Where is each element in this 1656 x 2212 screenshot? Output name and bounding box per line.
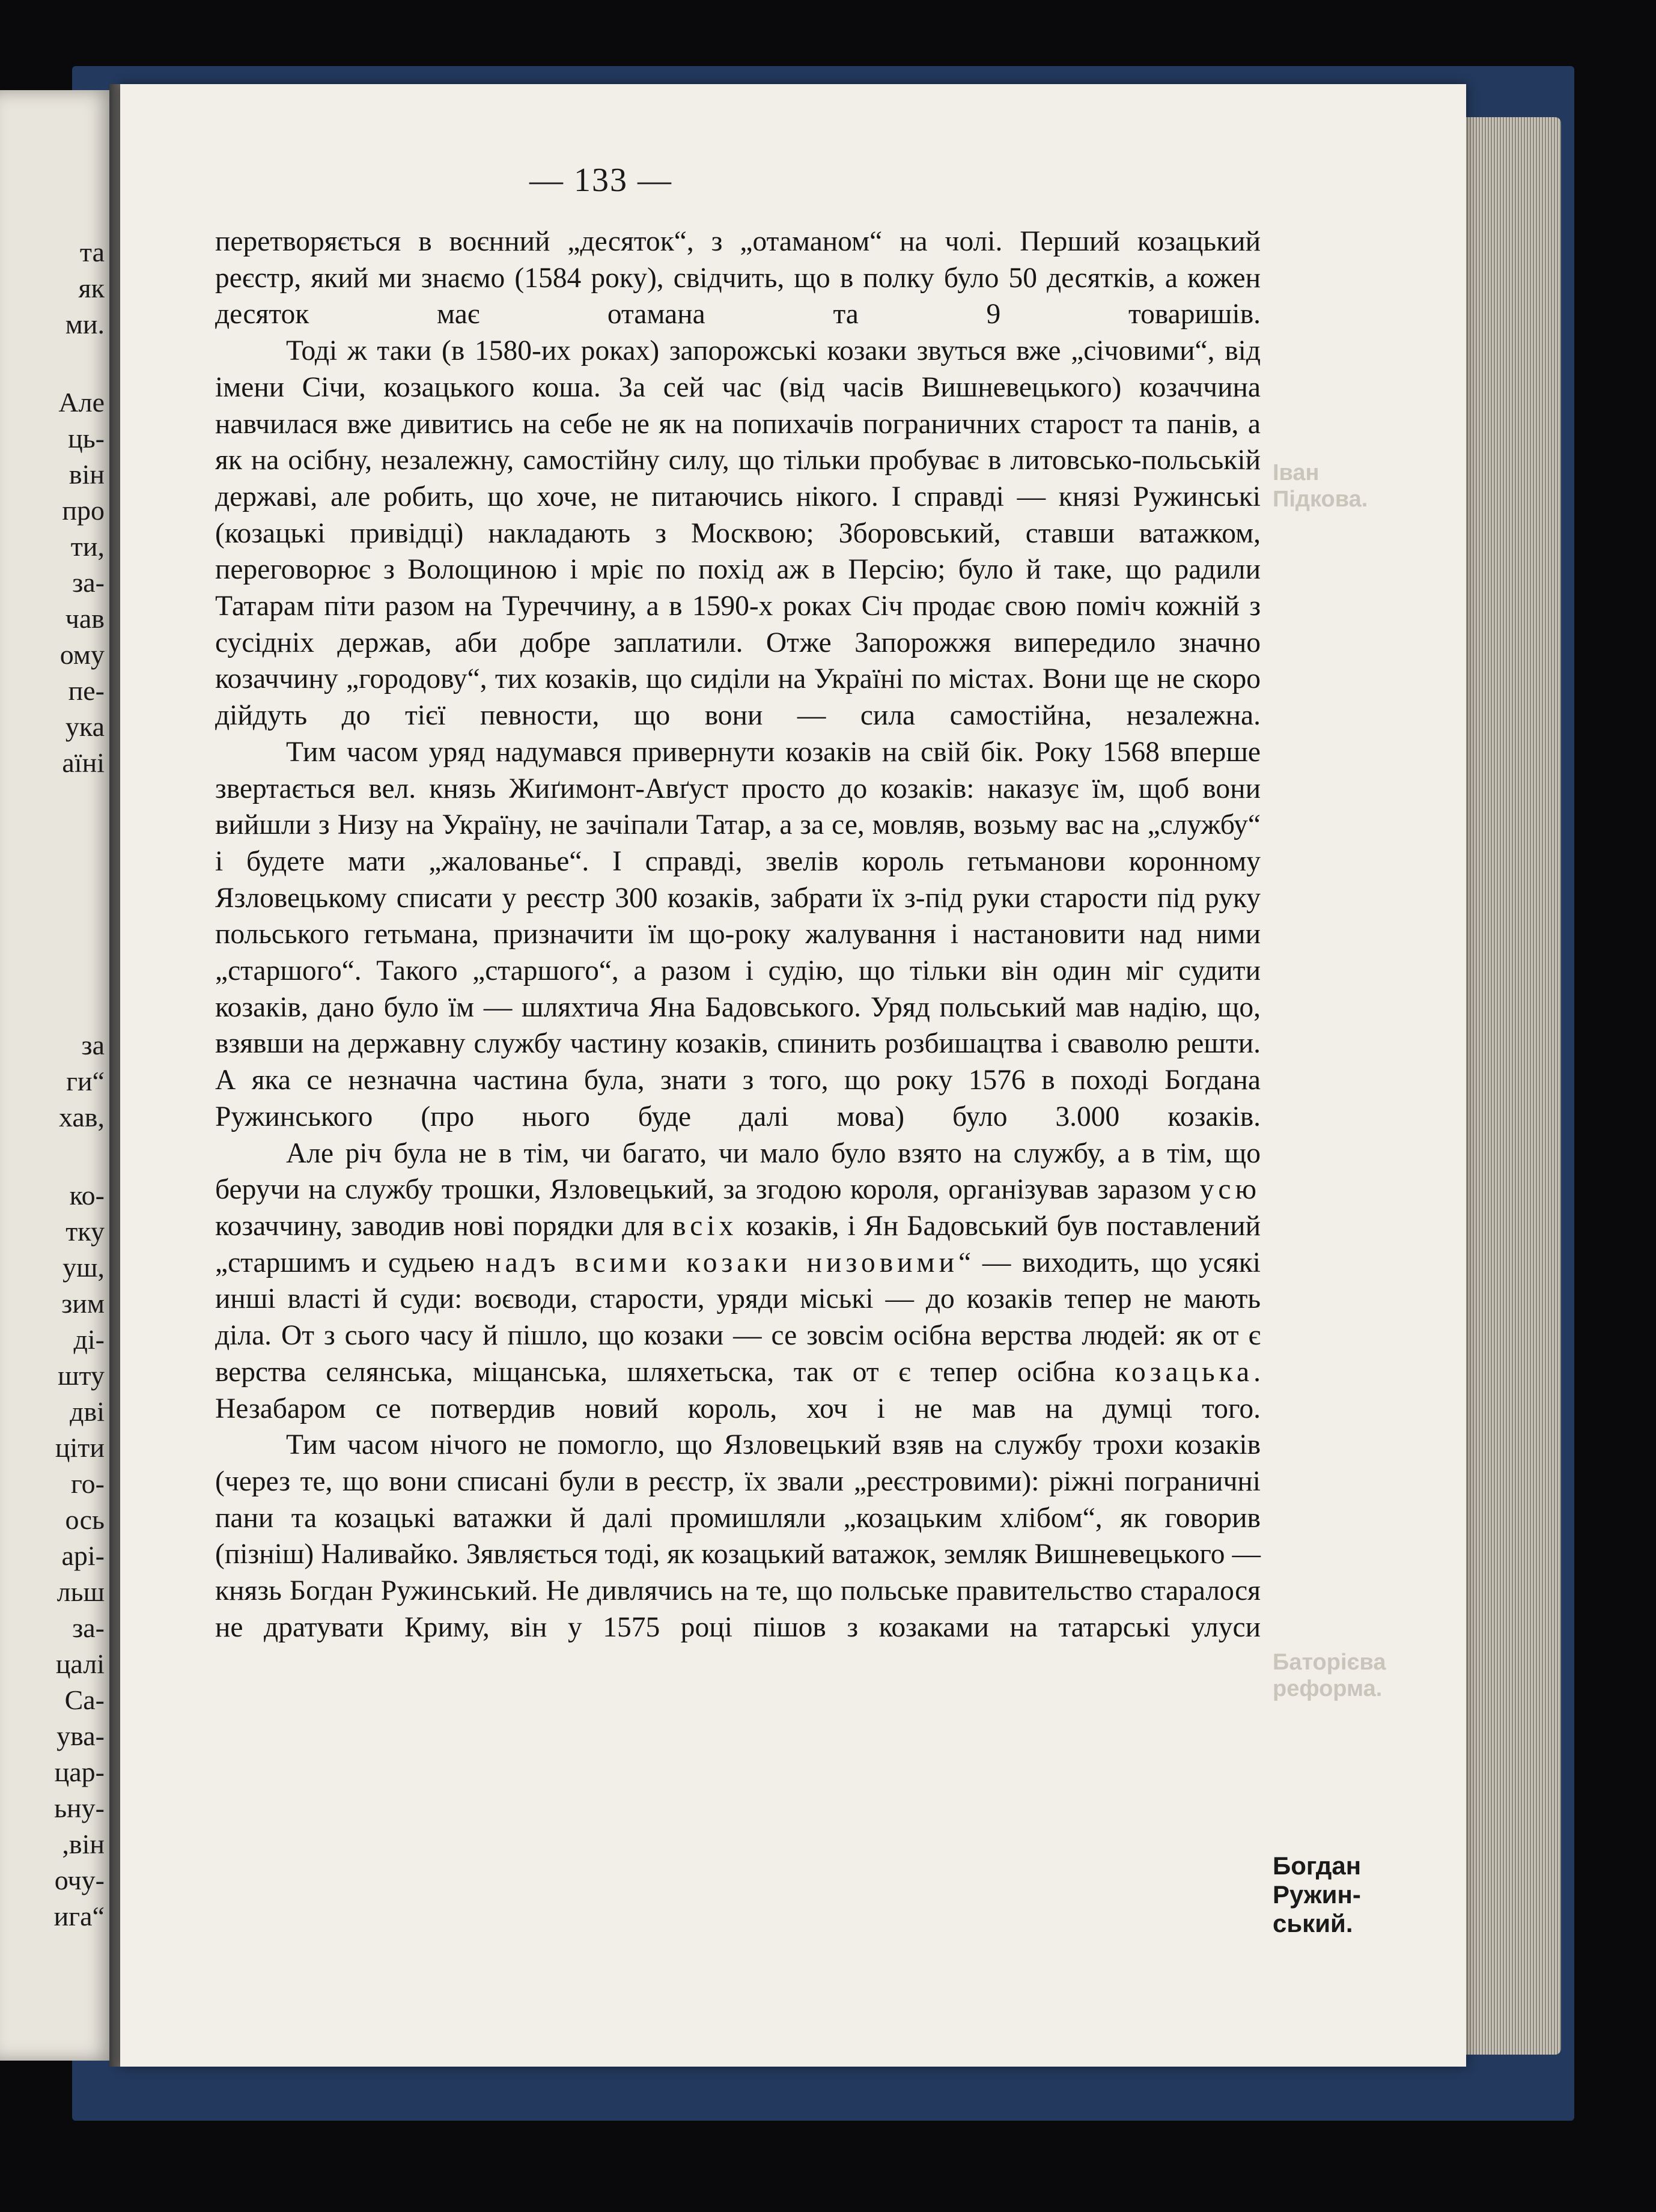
left-page-fragment: про <box>62 495 105 526</box>
margin-note-line: реформа. <box>1273 1676 1383 1701</box>
left-page-fragment: ць- <box>68 423 105 454</box>
left-page-fragment: ціти <box>55 1432 105 1463</box>
left-page-fragment: го- <box>70 1468 105 1499</box>
margin-note-faint <box>1273 460 1375 512</box>
margin-note-ruzhynsky <box>1273 1852 1375 1938</box>
text-run: . Незабаром се потвердив новий король, хоч і не мав на думці того. <box>215 1356 1261 1424</box>
margin-note-line: Підкова. <box>1273 487 1368 512</box>
left-page-fragment: та <box>79 237 105 267</box>
left-page-fragment: шту <box>58 1360 105 1391</box>
left-page-fragment: дві <box>70 1396 105 1427</box>
text-run: козаків, і Ян Бадовський був поставлений „старшимъ и судьею <box>215 1210 1261 1278</box>
left-page-fragment: ти, <box>70 531 105 562</box>
left-page-fragment: Але <box>58 387 105 418</box>
left-page-fragment: ука <box>65 711 105 742</box>
book-page <box>120 84 1466 2067</box>
left-page-fragment: уш, <box>62 1252 105 1283</box>
paragraph: перетворяється в воєнний „десяток“, з „отаманом“ на чолі. Перший козацький реєстр, який ми знаємо (1584 року), свідчить, що в полку було 50 десятків, а кожен десяток має отамана та 9 товаришів. <box>215 226 1261 330</box>
margin-note-line: Іван <box>1273 460 1320 485</box>
page-edges <box>1465 117 1561 2055</box>
margin-note-faint <box>1273 1649 1386 1702</box>
paragraph <box>215 1135 1261 1427</box>
left-page-fragment: льш <box>56 1576 105 1607</box>
left-page-fragment: очу- <box>54 1865 105 1895</box>
left-page-fragment: він <box>68 459 105 490</box>
left-page-fragment: арі- <box>61 1540 105 1571</box>
left-page-fragment: ді- <box>73 1324 105 1355</box>
left-page-fragment: чав <box>65 603 105 634</box>
margin-note-line: Ружин- <box>1273 1880 1361 1909</box>
left-page-fragment: тку <box>65 1216 105 1247</box>
left-page-fragment: ьну- <box>54 1793 105 1823</box>
left-page-fragment: пе- <box>68 675 105 706</box>
left-page-fragment: хав, <box>58 1102 105 1132</box>
margin-note-line: ський. <box>1273 1909 1353 1937</box>
margin-note-line: Баторієва <box>1273 1650 1386 1675</box>
left-page-fragment: як <box>78 273 105 303</box>
text-run: козаччину, заводив нові порядки для <box>215 1210 673 1242</box>
left-page-fragment: ува- <box>56 1721 105 1751</box>
paragraph: Тим часом нічого не помогло, що Язловецький взяв на службу трохи козаків (через те, що вони списані були в реєстр, їх звали „реєстровими): ріжні пограничні пани та козацькі ватажки й далі промишляли „козацьким хлібом“, як говорив (пізніш) Наливайко. Зявляється тоді, як козацький ватажок, земляк Вишневецького — князь Богдан Ружинський. Не дивлячись на те, що польське правительство старалося не дратувати Криму, він у 1575 році пішов з козаками на татарські улуси <box>215 1429 1261 1643</box>
left-page-fragment: цар- <box>54 1757 105 1787</box>
left-page-fragment: ко- <box>69 1180 105 1211</box>
paragraph: Тоді ж таки (в 1580-их роках) запорожські козаки звуться вже „січовими“, від імени Січи, козацького коша. За сей час (від часів Вишневецького) козаччина навчилася вже дивитись на себе не як на попихачів пограничних старост та панів, а як на осібну, незалежну, самостійну силу, що тільки пробуває в литовсько-польській державі, але робить, що хоче, не питаючись нікого. І справді — князі Ружинські (козацькі привідці) накладають з Москвою; Зборовський, ставши ватажком, переговорює з Волощиною і мріє по похід аж в Персію; було й таке, що радили Татарам піти разом на Туреччину, а в 1590-х роках Січ продає свою поміч кожній з сусідніх держав, аби добре заплатили. Отже Запорожжя випередило значно козаччину „городову“, тих козаків, що сиділи на Україні по містах. Вони ще не скоро дійдуть до тієї певности, що вони — сила самостійна, незалежна. <box>215 335 1261 732</box>
left-page-fragment: за- <box>72 1612 105 1643</box>
left-facing-page <box>0 90 114 2061</box>
spaced-emphasis: всіх <box>672 1210 738 1242</box>
left-page-fragment: за <box>81 1030 105 1060</box>
left-page-fragment: ми. <box>65 309 105 339</box>
paragraph: Тим часом уряд надумався привернути козаків на свій бік. Року 1568 вперше звертається вел. князь Жиґимонт-Авґуст просто до козаків: наказує їм, щоб вони вийшли з Низу на Україну, не зачіпали Татар, а за се, мовляв, возьму вас на „службу“ і будете мати „жалованье“. І справді, звелів король гетьманови коронному Язловецькому списати у реєстр 300 козаків, забрати їх з-під руки старости під руку польського гетьмана, призначити їм що-року жалування і настановити над ними „старшого“. Такого „старшого“, а разом і судію, що тільки він один міг судити козаків, дано було їм — шляхтича Яна Бадовського. Уряд польський мав надію, що, взявши на державну службу частину козаків, спинить розбишацтва і сваволю решти. А яка се незначна частина була, знати з того, що року 1576 в поході Богдана Ружинського (про нього буде далі мова) було 3.000 козаків. <box>215 736 1261 1132</box>
left-page-fragment: зим <box>61 1288 105 1319</box>
left-page-fragment: аїні <box>62 747 105 778</box>
left-page-fragment: ги“ <box>66 1066 105 1096</box>
left-page-fragment: ига“ <box>53 1901 105 1931</box>
left-page-fragment: Са- <box>64 1685 105 1715</box>
left-page-fragment: ,він <box>62 1829 105 1859</box>
spaced-emphasis: надъ всими козаки низовими <box>486 1247 959 1278</box>
spaced-emphasis: козацька <box>1115 1356 1254 1388</box>
left-page-fragment: за- <box>72 567 105 598</box>
left-page-fragment: цалі <box>55 1648 105 1679</box>
left-page-fragment: ось <box>65 1504 105 1535</box>
body-text <box>215 223 1261 1645</box>
left-page-fragment: ому <box>59 639 105 670</box>
text-run: “ — виходить, що усякі инші власті й суди: воєводи, старости, уряди міські — до козаків тепер не мають діла. От з сього часу й пішло, що козаки — се зовсім осібна верства людей: як от є верства селянська, міщанська, шляхетьска, так от є тепер осібна <box>215 1247 1261 1388</box>
text-run: Але річ була не в тім, чи багато, чи мало було взято на службу, а в тім, що беручи на службу трошки, Язловецький, за згодою короля, організував заразом <box>215 1137 1261 1206</box>
spaced-emphasis: усю <box>1199 1174 1261 1206</box>
page-number: — 133 — <box>529 162 672 199</box>
margin-note-line: Богдан <box>1273 1852 1362 1880</box>
